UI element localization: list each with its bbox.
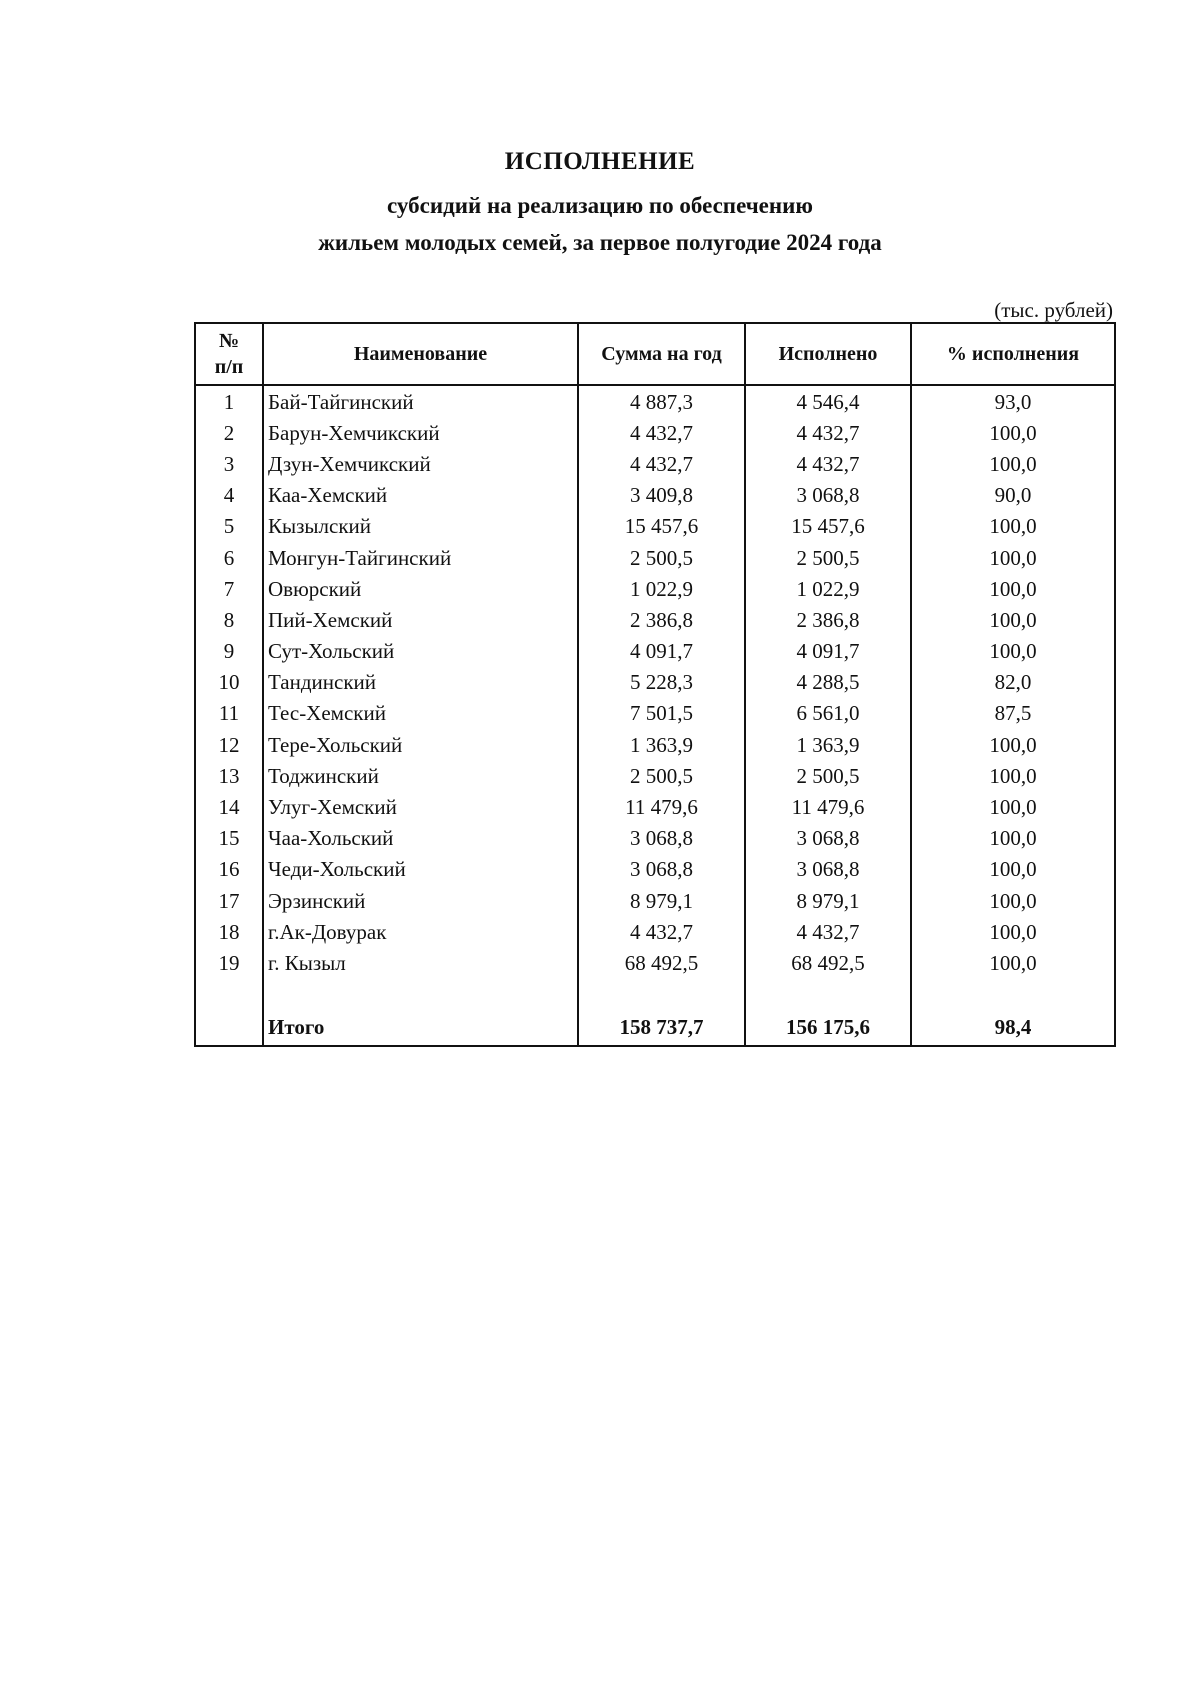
row-number: 18 (195, 916, 263, 947)
total-year-sum: 158 737,7 (578, 1009, 745, 1046)
row-percent: 100,0 (911, 916, 1115, 947)
row-number: 17 (195, 885, 263, 916)
table-row (195, 791, 1115, 822)
spacer-cell (911, 979, 1115, 1009)
row-percent: 100,0 (911, 947, 1115, 978)
table-row (195, 480, 1115, 511)
row-percent: 100,0 (911, 448, 1115, 479)
spacer-cell (195, 979, 263, 1009)
row-percent: 82,0 (911, 667, 1115, 698)
row-done: 4 288,5 (745, 667, 911, 698)
row-number: 19 (195, 947, 263, 978)
row-name: Тоджинский (263, 760, 578, 791)
row-name: Монгун-Тайгинский (263, 542, 578, 573)
row-name: Улуг-Хемский (263, 791, 578, 822)
row-number: 13 (195, 760, 263, 791)
row-year-sum: 3 068,8 (578, 854, 745, 885)
row-number: 1 (195, 385, 263, 417)
row-year-sum: 5 228,3 (578, 667, 745, 698)
header-number (195, 323, 263, 385)
row-done: 3 068,8 (745, 480, 911, 511)
row-done: 11 479,6 (745, 791, 911, 822)
row-done: 4 432,7 (745, 448, 911, 479)
row-name: Дзун-Хемчикский (263, 448, 578, 479)
row-name: г. Кызыл (263, 947, 578, 978)
row-percent: 100,0 (911, 885, 1115, 916)
spacer-cell (578, 979, 745, 1009)
table-row (195, 542, 1115, 573)
row-number: 12 (195, 729, 263, 760)
row-year-sum: 15 457,6 (578, 511, 745, 542)
row-percent: 100,0 (911, 542, 1115, 573)
row-number: 2 (195, 417, 263, 448)
table-row (195, 604, 1115, 635)
row-percent: 87,5 (911, 698, 1115, 729)
row-done: 2 500,5 (745, 542, 911, 573)
document-title: ИСПОЛНЕНИЕ (504, 148, 696, 175)
row-year-sum: 1 363,9 (578, 729, 745, 760)
row-name: г.Ак-Довурак (263, 916, 578, 947)
row-name: Бай-Тайгинский (263, 385, 578, 417)
table-row (195, 573, 1115, 604)
row-number: 11 (195, 698, 263, 729)
row-percent: 100,0 (911, 604, 1115, 635)
row-percent: 100,0 (911, 573, 1115, 604)
row-number: 3 (195, 448, 263, 479)
table-row (195, 698, 1115, 729)
row-percent: 100,0 (911, 511, 1115, 542)
row-year-sum: 4 432,7 (578, 417, 745, 448)
total-percent: 98,4 (911, 1009, 1115, 1046)
row-percent: 100,0 (911, 729, 1115, 760)
table-row (195, 511, 1115, 542)
header-number-line-2: п/п (214, 356, 244, 378)
table-row (195, 823, 1115, 854)
row-name: Овюрский (263, 573, 578, 604)
document-subtitle-line-1: субсидий на реализацию по обеспечению (387, 193, 813, 218)
row-percent: 100,0 (911, 854, 1115, 885)
row-done: 2 500,5 (745, 760, 911, 791)
header-number-line-1: № (218, 330, 240, 352)
row-done: 6 561,0 (745, 698, 911, 729)
spacer-cell (263, 979, 578, 1009)
header-percent: % исполнения (911, 323, 1115, 385)
row-number: 8 (195, 604, 263, 635)
row-done: 4 432,7 (745, 417, 911, 448)
row-done: 3 068,8 (745, 854, 911, 885)
row-percent: 100,0 (911, 823, 1115, 854)
row-name: Каа-Хемский (263, 480, 578, 511)
row-year-sum: 4 432,7 (578, 448, 745, 479)
row-number: 4 (195, 480, 263, 511)
spacer-cell (745, 979, 911, 1009)
row-name: Тере-Хольский (263, 729, 578, 760)
table-body (195, 385, 1115, 1046)
row-year-sum: 2 500,5 (578, 542, 745, 573)
row-done: 68 492,5 (745, 947, 911, 978)
row-year-sum: 1 022,9 (578, 573, 745, 604)
row-percent: 100,0 (911, 760, 1115, 791)
row-year-sum: 2 386,8 (578, 604, 745, 635)
row-number: 15 (195, 823, 263, 854)
table-row (195, 885, 1115, 916)
row-percent: 93,0 (911, 385, 1115, 417)
row-year-sum: 11 479,6 (578, 791, 745, 822)
row-number: 14 (195, 791, 263, 822)
row-name: Чеди-Хольский (263, 854, 578, 885)
row-year-sum: 3 409,8 (578, 480, 745, 511)
header-name: Наименование (263, 323, 578, 385)
table-row (195, 667, 1115, 698)
row-name: Чаа-Хольский (263, 823, 578, 854)
table-row (195, 947, 1115, 978)
table-row (195, 854, 1115, 885)
row-done: 4 432,7 (745, 916, 911, 947)
table-row (195, 448, 1115, 479)
row-name: Сут-Хольский (263, 636, 578, 667)
row-name: Тандинский (263, 667, 578, 698)
row-year-sum: 8 979,1 (578, 885, 745, 916)
row-percent: 100,0 (911, 417, 1115, 448)
table-row (195, 916, 1115, 947)
row-name: Тес-Хемский (263, 698, 578, 729)
row-number: 9 (195, 636, 263, 667)
row-done: 3 068,8 (745, 823, 911, 854)
row-number: 16 (195, 854, 263, 885)
row-percent: 90,0 (911, 480, 1115, 511)
table-header-row (195, 323, 1115, 385)
table-total-row (195, 1009, 1115, 1046)
row-done: 2 386,8 (745, 604, 911, 635)
row-percent: 100,0 (911, 636, 1115, 667)
row-year-sum: 4 432,7 (578, 916, 745, 947)
total-done: 156 175,6 (745, 1009, 911, 1046)
row-number: 10 (195, 667, 263, 698)
table-row (195, 636, 1115, 667)
table-row (195, 760, 1115, 791)
table-spacer-row (195, 979, 1115, 1009)
row-number: 5 (195, 511, 263, 542)
row-year-sum: 68 492,5 (578, 947, 745, 978)
row-number: 7 (195, 573, 263, 604)
header-year-sum: Сумма на год (578, 323, 745, 385)
row-percent: 100,0 (911, 791, 1115, 822)
document-subtitle-line-2: жильем молодых семей, за первое полугодие 2024 года (318, 230, 882, 255)
total-label: Итого (263, 1009, 578, 1046)
execution-table (194, 322, 1116, 1047)
row-done: 15 457,6 (745, 511, 911, 542)
row-name: Эрзинский (263, 885, 578, 916)
header-done: Исполнено (745, 323, 911, 385)
row-year-sum: 4 887,3 (578, 385, 745, 417)
row-name: Барун-Хемчикский (263, 417, 578, 448)
row-year-sum: 4 091,7 (578, 636, 745, 667)
table-row (195, 385, 1115, 417)
table-row (195, 417, 1115, 448)
total-number (195, 1009, 263, 1046)
unit-note: (тыс. рублей) (994, 298, 1113, 322)
row-done: 4 546,4 (745, 385, 911, 417)
row-year-sum: 2 500,5 (578, 760, 745, 791)
row-name: Кызылский (263, 511, 578, 542)
row-done: 1 022,9 (745, 573, 911, 604)
table-row (195, 729, 1115, 760)
row-done: 1 363,9 (745, 729, 911, 760)
row-done: 4 091,7 (745, 636, 911, 667)
row-number: 6 (195, 542, 263, 573)
row-done: 8 979,1 (745, 885, 911, 916)
row-year-sum: 7 501,5 (578, 698, 745, 729)
row-name: Пий-Хемский (263, 604, 578, 635)
row-year-sum: 3 068,8 (578, 823, 745, 854)
